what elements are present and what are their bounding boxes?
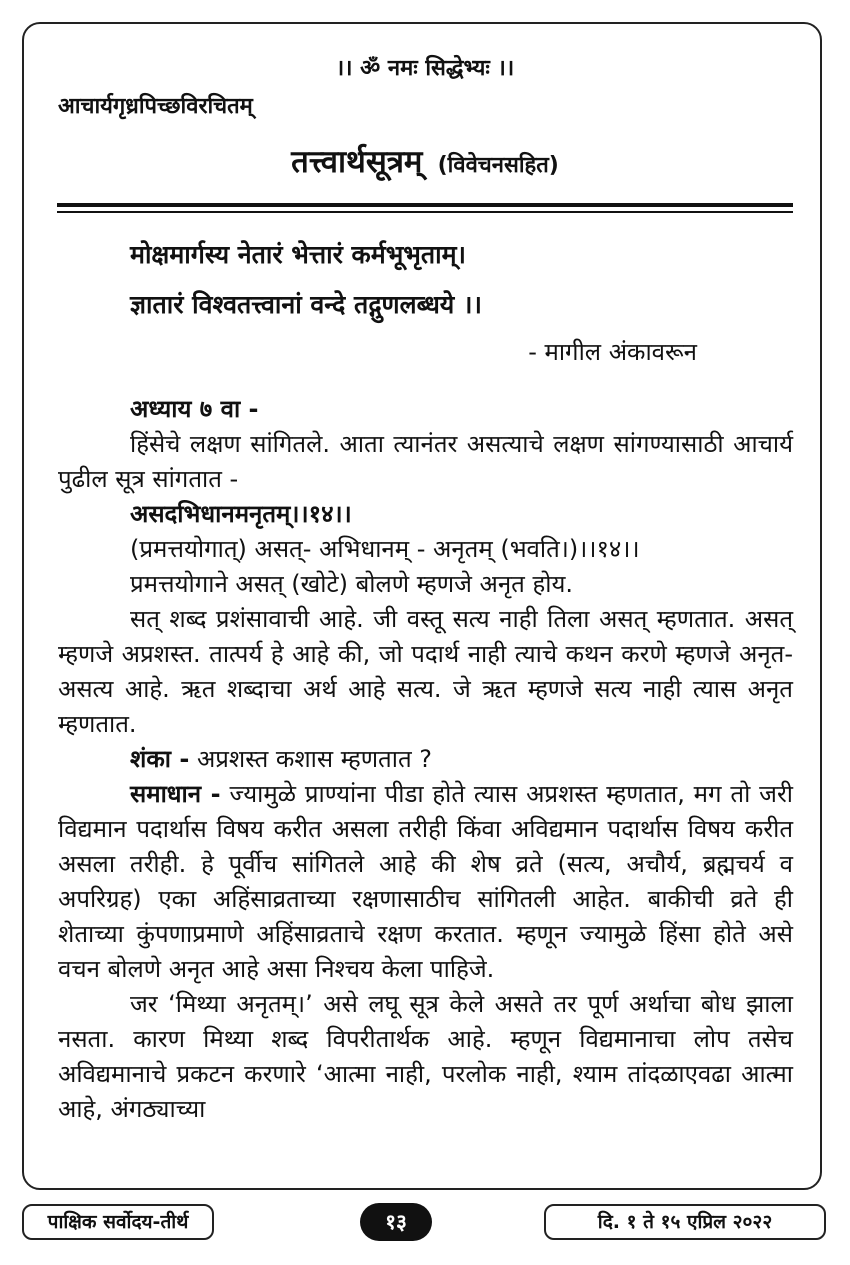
title-divider-thin xyxy=(57,211,793,213)
chapter-heading: अध्याय ७ वा - xyxy=(130,395,259,423)
question-paragraph xyxy=(58,742,793,777)
sutra: असदभिधानमनृतम्।।१४।। xyxy=(130,500,352,528)
paragraph-2: सत् शब्द प्रशंसावाची आहे. जी वस्तू सत्य नाही तिला असत् म्हणतात. असत् म्हणजे अप्रशस्त. तात्पर्य हे आहे की, जो पदार्थ नाही त्याचे कथन करणे म्हणजे अनृत- असत्य आहे. ऋत शब्दाचा अर्थ आहे सत्य. जे ऋत म्हणजे सत्य नाही त्यास अनृत म्हणतात. xyxy=(58,605,793,738)
question-label: शंका - xyxy=(130,745,190,773)
page-number: १३ xyxy=(360,1203,432,1241)
answer-paragraph xyxy=(58,777,793,987)
sutra-breakdown: (प्रमत्तयोगात्) असत्- अभिधानम् - अनृतम् (भवति।)।।१४।। xyxy=(130,535,640,563)
publication-name: पाक्षिक सर्वोदय-तीर्थ xyxy=(22,1204,214,1240)
verse-line-2: ज्ञातारं विश्वतत्त्वानां वन्दे तद्गुणलब्धये ।। xyxy=(130,290,482,319)
source-note: - मागील अंकावरून xyxy=(528,338,697,366)
answer-text: ज्यामुळे प्राण्यांना पीडा होते त्यास अप्रशस्त म्हणतात, मग तो जरी विद्यमान पदार्थास विषय करीत असला तरीही किंवा अविद्यमान पदार्थास विषय करीत असला तरीही. हे पूर्वीच सांगितले आहे की शेष व्रते (सत्य, अचौर्य, ब्रह्मचर्य व अपरिग्रह) एका अहिंसाव्रताच्या रक्षणासाठीच सांगितली आहेत. बाकीची व्रते ही शेताच्या कुंपणाप्रमाणे अहिंसाव्रताचे रक्षण करतात. म्हणून ज्यामुळे हिंसा होते असे वचन बोलणे अनृत आहे असा निश्चय केला पाहिजे. xyxy=(58,780,793,983)
page-title: तत्त्वार्थसूत्रम् xyxy=(291,144,423,180)
invocation: ।। ॐ नमः सिद्धेभ्यः ।। xyxy=(335,56,515,81)
sutra-meaning: प्रमत्तयोगाने असत् (खोटे) बोलणे म्हणजे अनृत होय. xyxy=(130,570,573,598)
paragraph-1: हिंसेचे लक्षण सांगितले. आता त्यानंतर असत्याचे लक्षण सांगण्यासाठी आचार्य पुढील सूत्र सांगतात - xyxy=(58,430,793,493)
page-subtitle: (विवेचनसहित) xyxy=(437,153,559,178)
issue-date: दि. १ ते १५ एप्रिल २०२२ xyxy=(544,1204,826,1240)
title-divider-thick xyxy=(57,203,793,207)
author-line: आचार्यगृध्रपिच्छविरचितम् xyxy=(58,94,253,119)
verse-line-1: मोक्षमार्गस्य नेतारं भेत्तारं कर्मभूभृताम्। xyxy=(130,240,467,269)
title-line xyxy=(0,140,850,182)
paragraph-3: जर ‘मिथ्या अनृतम्।’ असे लघू सूत्र केले असते तर पूर्ण अर्थाचा बोध झाला नसता. कारण मिथ्या शब्द विपरीतार्थक आहे. म्हणून विद्यमानाचा लोप तसेच अविद्यमानाचे प्रकटन करणारे ‘आत्मा नाही, परलोक नाही, श्याम तांदळाएवढा आत्मा आहे, अंगठ्याच्या xyxy=(58,990,793,1123)
main-content xyxy=(58,230,793,1127)
question-text: अप्रशस्त कशास म्हणतात ? xyxy=(196,745,433,773)
answer-label: समाधान - xyxy=(130,780,221,808)
